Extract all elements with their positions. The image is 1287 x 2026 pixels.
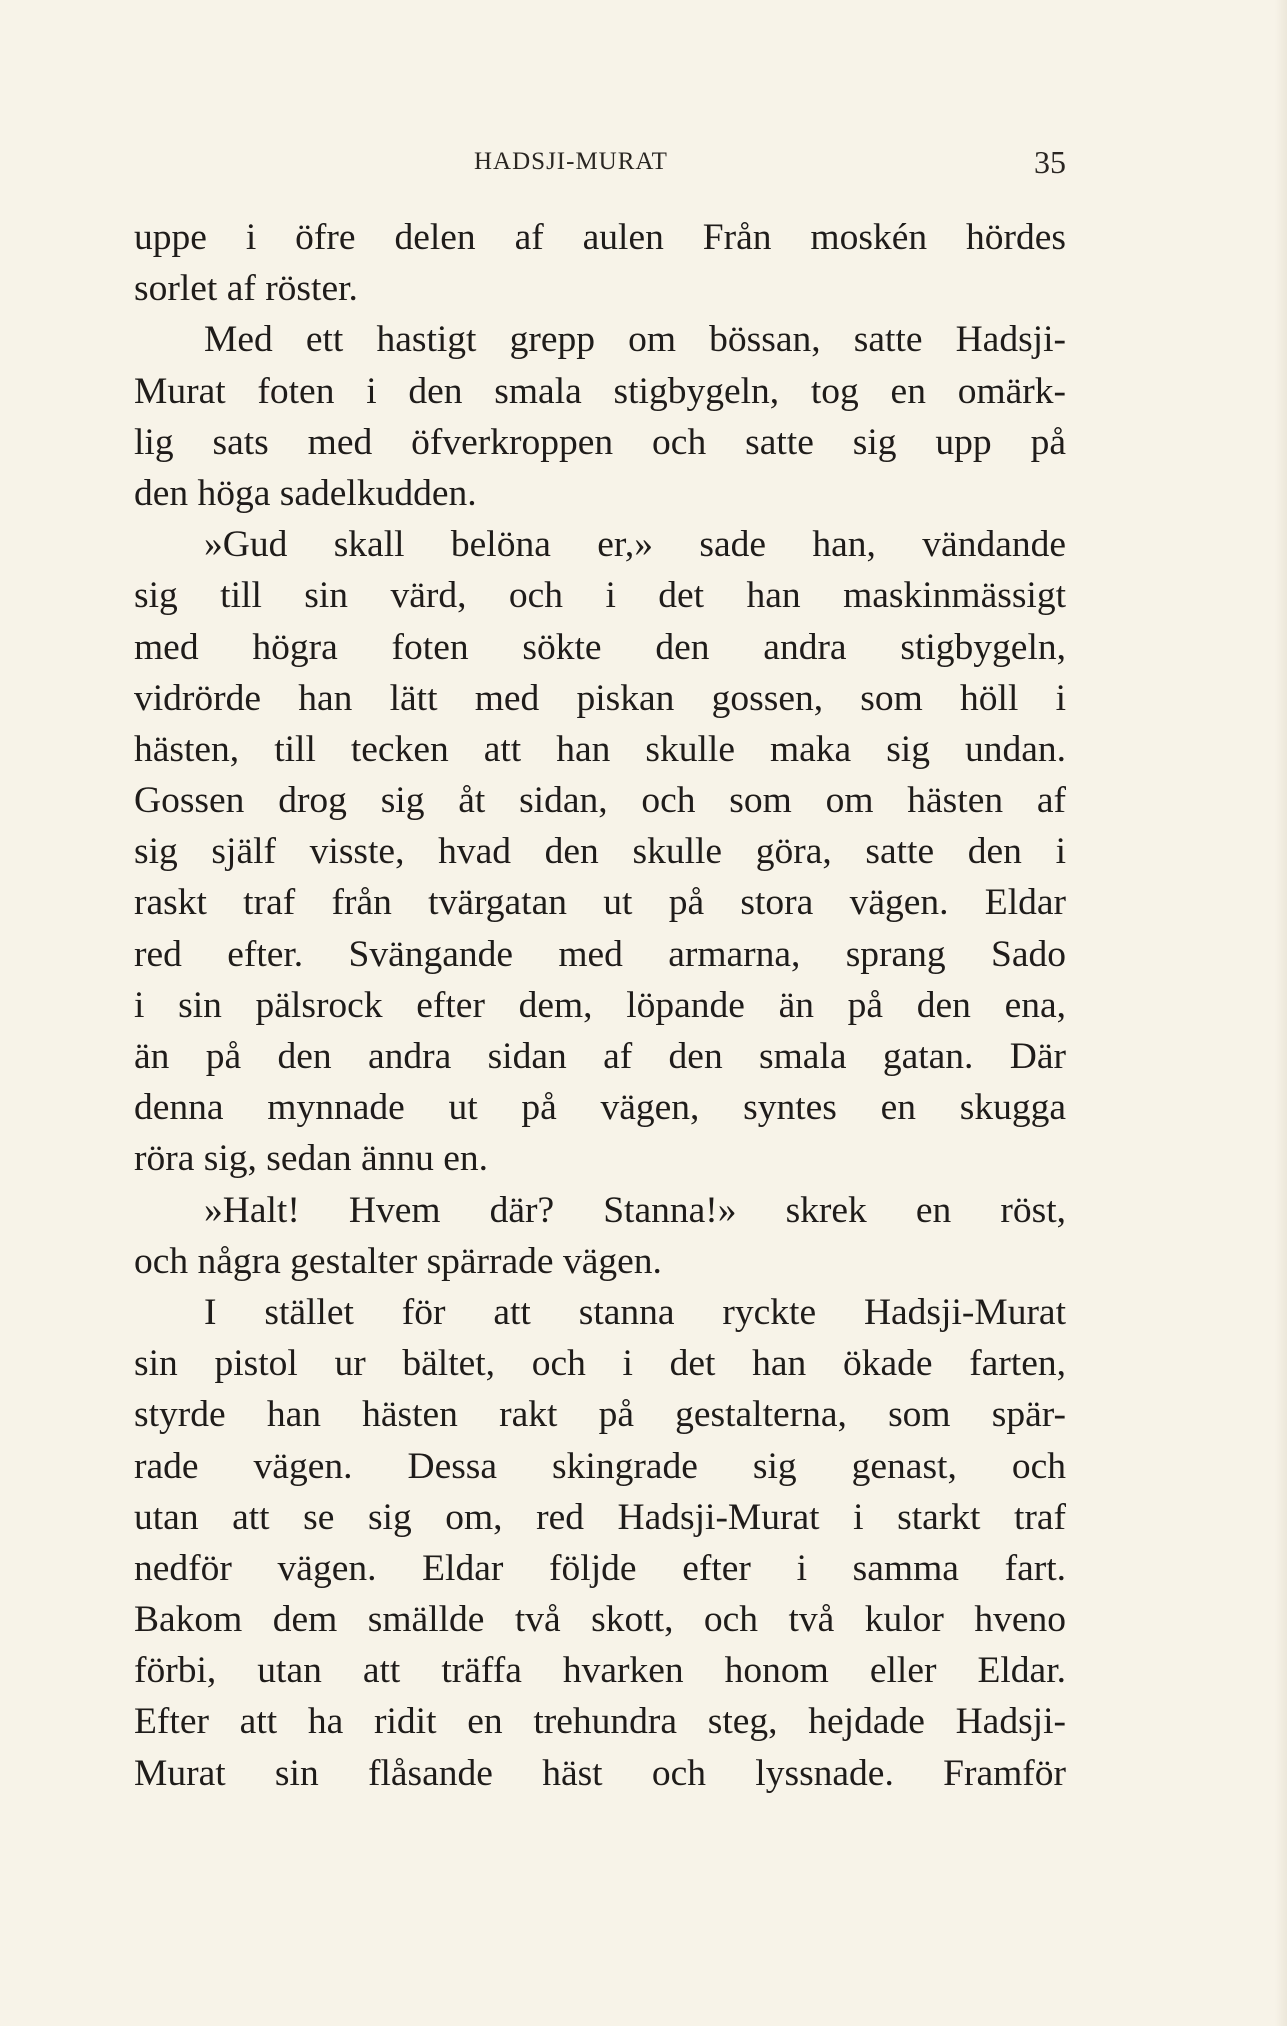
text-line: och några gestalter spärrade vägen. [134, 1240, 662, 1282]
page-number: 35 [1034, 144, 1066, 180]
text-line: vidrörde han lätt med piskan gossen, som höll i [134, 677, 1066, 719]
text-line: röra sig, sedan ännu en. [134, 1138, 489, 1180]
text-line: än på den andra sidan af den smala gatan. Där [134, 1036, 1066, 1077]
text-line: uppe i öfre delen af aulen Från moskén hördes [134, 217, 1066, 258]
text-line: nedför vägen. Eldar följde efter i samma fart. [134, 1547, 1066, 1589]
text-line: hästen, till tecken att han skulle maka sig undan. [134, 728, 1066, 770]
text-line: sorlet af röster. [134, 268, 358, 310]
text-line: Gossen drog sig åt sidan, och som om hästen af [134, 780, 1066, 822]
text-line: I stället för att stanna ryckte Hadsji-Murat [204, 1291, 1066, 1333]
text-line: lig sats med öfverkroppen och satte sig upp på [134, 421, 1066, 463]
text-line: raskt traf från tvärgatan ut på stora vägen. Eldar [134, 882, 1066, 924]
text-line: förbi, utan att träffa hvarken honom eller Eldar. [134, 1650, 1066, 1692]
text-line: Murat sin flåsande häst och lyssnade. Framför [134, 1752, 1066, 1794]
text-line: sin pistol ur bältet, och i det han ökade farten, [134, 1343, 1066, 1385]
running-head [134, 144, 1066, 184]
text-line: sig själf visste, hvad den skulle göra, satte den i [134, 831, 1066, 873]
text-line: »Gud skall belöna er,» sade han, vändande [204, 524, 1066, 566]
page-edge [1275, 0, 1287, 2026]
text-line: Efter att ha ridit en trehundra steg, hejdade Hadsji- [134, 1701, 1066, 1743]
text-line: den höga sadelkudden. [134, 472, 477, 514]
text-line: utan att se sig om, red Hadsji-Murat i starkt traf [134, 1496, 1066, 1538]
text-line: med högra foten sökte den andra stigbygeln, [134, 626, 1066, 668]
text-line: i sin pälsrock efter dem, löpande än på den ena, [134, 984, 1066, 1026]
text-line: Murat foten i den smala stigbygeln, tog en omärk- [134, 370, 1066, 412]
text-line: rade vägen. Dessa skingrade sig genast, och [134, 1445, 1066, 1487]
running-title: HADSJI-MURAT [474, 148, 668, 175]
text-line: Med ett hastigt grepp om bössan, satte Hadsji- [204, 319, 1066, 361]
text-line: styrde han hästen rakt på gestalterna, som spär- [134, 1394, 1066, 1436]
text-line: denna mynnade ut på vägen, syntes en skugga [134, 1087, 1066, 1129]
text-line: sig till sin värd, och i det han maskinmässigt [134, 575, 1066, 617]
text-line: red efter. Svängande med armarna, sprang Sado [134, 933, 1066, 975]
text-line: »Halt! Hvem där? Stanna!» skrek en röst, [204, 1189, 1066, 1231]
text-line: Bakom dem smällde två skott, och två kulor hveno [134, 1599, 1066, 1641]
body-text [134, 212, 1066, 1799]
